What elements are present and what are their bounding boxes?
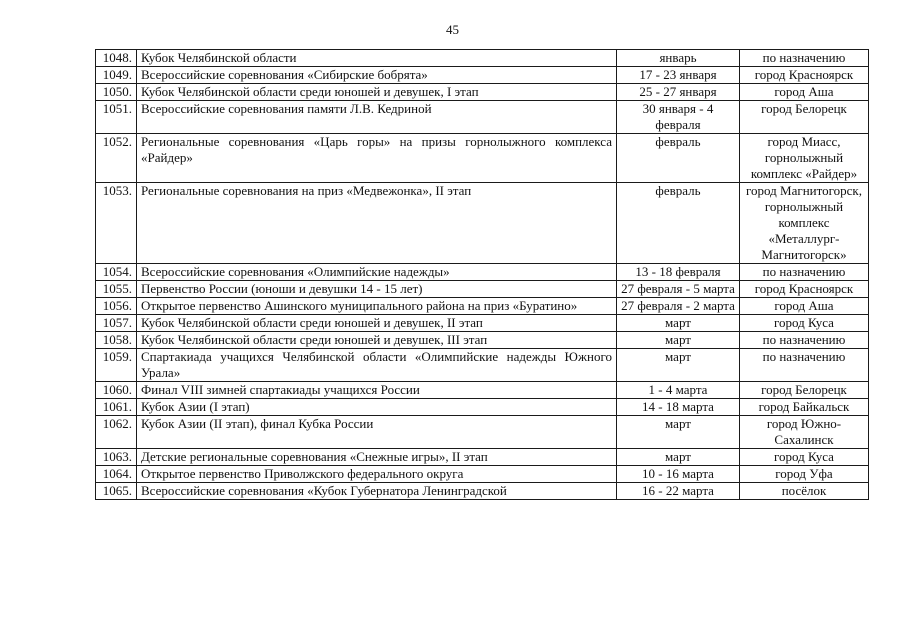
event-name: Детские региональные соревнования «Снежные игры», II этап [137,449,617,466]
event-place: по назначению [740,50,869,67]
table-row [96,183,869,264]
event-place: город Куса [740,449,869,466]
row-number: 1063. [96,449,137,466]
event-date: 10 - 16 марта [617,466,740,483]
table-row [96,449,869,466]
page-number: 45 [446,22,459,37]
row-number: 1053. [96,183,137,264]
row-number: 1064. [96,466,137,483]
event-name: Региональные соревнования на приз «Медвежонка», II этап [137,183,617,264]
table-row [96,84,869,101]
event-date: март [617,315,740,332]
event-date: февраль [617,183,740,264]
event-name: Кубок Челябинской области среди юношей и девушек, I этап [137,84,617,101]
table-row [96,483,869,500]
row-number: 1050. [96,84,137,101]
event-date: 14 - 18 марта [617,399,740,416]
event-name: Региональные соревнования «Царь горы» на призы горнолыжного комплекса «Райдер» [137,134,617,183]
row-number: 1052. [96,134,137,183]
row-number: 1056. [96,298,137,315]
row-number: 1057. [96,315,137,332]
event-date: 27 февраля - 2 марта [617,298,740,315]
row-number: 1061. [96,399,137,416]
event-date: февраль [617,134,740,183]
table-row [96,349,869,382]
table-row [96,315,869,332]
row-number: 1049. [96,67,137,84]
event-place: город Куса [740,315,869,332]
event-place: город Белорецк [740,382,869,399]
event-date: 30 января - 4 февраля [617,101,740,134]
table-row [96,134,869,183]
event-date: 13 - 18 февраля [617,264,740,281]
event-place: город Белорецк [740,101,869,134]
event-place: город Уфа [740,466,869,483]
table-row [96,101,869,134]
event-place: город Аша [740,298,869,315]
event-place: по назначению [740,349,869,382]
event-date: март [617,449,740,466]
competition-schedule-table [95,49,869,500]
table-row [96,264,869,281]
event-date: 25 - 27 января [617,84,740,101]
row-number: 1059. [96,349,137,382]
table-row [96,298,869,315]
event-place: город Байкальск [740,399,869,416]
event-place: город Красноярск [740,67,869,84]
event-place: город Магнитогорск, горнолыжный комплекс «Металлург-Магнитогорск» [740,183,869,264]
row-number: 1065. [96,483,137,500]
row-number: 1048. [96,50,137,67]
event-name: Всероссийские соревнования памяти Л.В. Кедриной [137,101,617,134]
event-place: посёлок [740,483,869,500]
row-number: 1055. [96,281,137,298]
row-number: 1062. [96,416,137,449]
event-place: город Красноярск [740,281,869,298]
event-name: Кубок Челябинской области [137,50,617,67]
event-place: город Южно-Сахалинск [740,416,869,449]
event-date: март [617,349,740,382]
event-name: Открытое первенство Ашинского муниципального района на приз «Буратино» [137,298,617,315]
table-row [96,67,869,84]
event-place: город Аша [740,84,869,101]
event-name: Открытое первенство Приволжского федерального округа [137,466,617,483]
event-date: январь [617,50,740,67]
event-name: Кубок Азии (II этап), финал Кубка России [137,416,617,449]
event-place: город Миасс, горнолыжный комплекс «Райдер» [740,134,869,183]
row-number: 1051. [96,101,137,134]
table-row [96,50,869,67]
event-name: Всероссийские соревнования «Олимпийские надежды» [137,264,617,281]
event-date: 27 февраля - 5 марта [617,281,740,298]
table-row [96,382,869,399]
row-number: 1054. [96,264,137,281]
event-name: Всероссийские соревнования «Кубок Губернатора Ленинградской [137,483,617,500]
row-number: 1058. [96,332,137,349]
event-place: по назначению [740,332,869,349]
table-row [96,466,869,483]
row-number: 1060. [96,382,137,399]
event-date: 17 - 23 января [617,67,740,84]
event-date: 1 - 4 марта [617,382,740,399]
event-name: Кубок Челябинской области среди юношей и девушек, II этап [137,315,617,332]
event-name: Спартакиада учащихся Челябинской области «Олимпийские надежды Южного Урала» [137,349,617,382]
event-place: по назначению [740,264,869,281]
table-row [96,399,869,416]
event-name: Кубок Азии (I этап) [137,399,617,416]
event-date: март [617,332,740,349]
event-name: Кубок Челябинской области среди юношей и девушек, III этап [137,332,617,349]
table-row [96,416,869,449]
event-name: Первенство России (юноши и девушки 14 - 15 лет) [137,281,617,298]
event-name: Всероссийские соревнования «Сибирские бобрята» [137,67,617,84]
event-date: 16 - 22 марта [617,483,740,500]
event-name: Финал VIII зимней спартакиады учащихся России [137,382,617,399]
table-row [96,281,869,298]
table-row [96,332,869,349]
event-date: март [617,416,740,449]
schedule-rows [96,50,869,500]
